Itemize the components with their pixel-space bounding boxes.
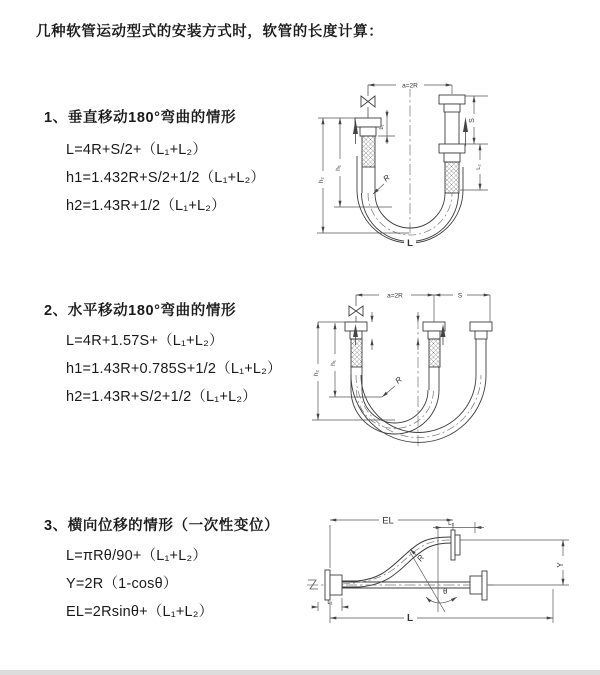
dim-label-l1: L₁ [327,600,333,606]
left-flange [325,570,342,600]
diagram-horizontal-180-bend [312,285,578,460]
dim-label-l: L [406,613,414,624]
dim-label-el: EL [382,515,394,527]
section-3-formula-l: L=πRθ/90+（L₁+L₂） [66,548,208,564]
section-2-heading: 2、水平移动180°弯曲的情形 [44,303,237,319]
section-3-heading: 3、横向位移的情形（一次性变位） [44,518,280,534]
section-1-heading: 1、垂直移动180°弯曲的情形 [44,110,237,126]
radius-label: R [393,374,404,386]
dim-label-a2r: a=2R [402,82,418,90]
dim-label-h2: h₂ [318,176,325,184]
section-2-formula-h2: h2=1.43R+S/2+1/2（L₁+L₂） [66,389,257,405]
dimension-lines [312,290,490,420]
right-flange-original [470,571,487,600]
angle-construction [410,528,457,612]
radius-label: R [415,553,426,564]
hose-s-curve [342,537,451,587]
dimension-lines [312,514,569,623]
braided-hose-section [445,162,459,193]
valve-icon [349,295,363,322]
dim-label-s: S [457,292,463,300]
right-pipe-fitting [439,95,465,193]
centerline-break-icon [308,580,318,589]
section-2-formula-l: L=4R+1.57S+（L₁+L₂） [66,333,224,349]
braided-hose-section [362,136,375,167]
diagram-vertical-180-bend [312,72,578,258]
braided-hose-section [429,339,440,367]
dim-label-a2r: a=2R [387,292,403,300]
section-2-formula-h1: h1=1.43R+0.785S+1/2（L₁+L₂） [66,361,282,377]
dim-label-h1: h₁ [335,165,342,171]
section-3-formula-el: EL=2Rsinθ+（L₁+L₂） [66,604,214,620]
dim-label-l2: L₂ [476,164,482,170]
middle-pipe-fitting [423,322,445,367]
section-3-formula-y: Y=2R（1-cosθ） [66,576,178,592]
dim-label-h2: h₂ [313,369,320,377]
diagram-lateral-displacement [305,508,580,640]
angle-label: θ [443,587,448,596]
length-label: L [407,238,413,249]
left-pipe-fitting [355,85,381,167]
dim-label-h1: h₁ [330,360,337,366]
page-bottom-edge [0,670,600,675]
braided-hose-section [351,339,362,367]
dim-label-l2: L₂ [448,520,454,527]
section-1-formula-h2: h2=1.43R+1/2（L₁+L₂） [66,198,226,214]
dim-label-l1: L₁ [379,124,385,130]
dim-label-s: S [469,118,476,123]
right-pipe-fitting [470,322,492,339]
valve-icon [361,85,375,118]
right-flange-displaced [451,530,460,560]
page-title: 几种软管运动型式的安装方式时，软管的长度计算： [36,24,384,40]
section-1-formula-h1: h1=1.432R+S/2+1/2（L₁+L₂） [66,170,266,186]
dim-label-y: Y [556,562,565,568]
radius-label: R [381,172,392,184]
hose-u-bends [351,339,486,442]
section-1-formula-l: L=4R+S/2+（L₁+L₂） [66,142,208,158]
